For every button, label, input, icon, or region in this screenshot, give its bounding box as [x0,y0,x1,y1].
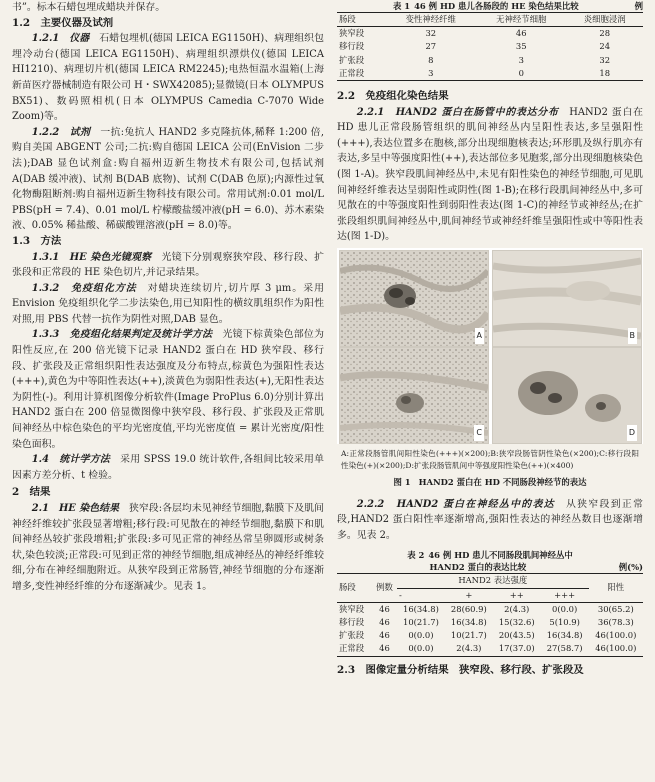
table-cell: 0(0.0) [408,630,434,641]
reagents-text: 一抗:兔抗人 HAND2 多克隆抗体,稀释 1:200 倍,购自美国 ABGENT 公司;二抗:购自德国 LEICA 公司(EnVision 二步法);DAB 显色试剂盒:购自福州迈新生物技术有限公司,包括试剂 A(DAB 缓冲液)、试剂 B(DAB 底物)、试剂 C(DAB 色原);内源性过氧化物酶阻断剂:购自福州迈新生物科技有限公司。常用试剂:0.01 mol/L PBS(pH = 7.4)、0.01 mol/L 柠檬酸盐缓冲液(pH = 6.0)、苏木素染液、0.05% 稀盐酸、稀碳酸锂溶液(pH = 8.0)等。 [12,126,324,232]
he-results-text: 狭窄段:各层均未见神经节细胞,黏膜下及肌间神经纤维较扩张段显著增粗;移行段:可见散在的神经节细胞,黏膜下和肌间神经丛较扩张段增粗;扩张段:多可见正常的神经丛常呈卵圆形或树条状,染色较淡;正常段:可见到正常的神经节细胞,组成神经丛的神经纤维较细,分布在神经细胞附近。从狭窄段到正常肠管,神经节细胞的分布逐渐增多,变性神经纤维的分布逐渐减少。见表 1。 [12,503,325,592]
subheading-reagents: 1.2.2 试剂 [31,126,91,138]
table1-header-cell: 无神经节细胞 [496,14,547,24]
subheading-hand2-plexus: 2.2.2 HAND2 蛋白在神经丛中的表达 [356,498,555,510]
table2-header-segment: 肠段 [339,582,356,593]
micrograph-panel-d [492,347,642,444]
he-observation-text: 光镜下分别观察狭窄段、移行段、扩张段和正常段的 HE 染色切片,并记录结果。 [12,251,324,279]
subheading-hand2-distribution: 2.2.1 HAND2 蛋白在肠管中的表达分布 [356,106,559,118]
table-cell: 28(60.9) [450,603,487,614]
table-cell: 扩张段 [339,630,365,641]
micrograph-a-image [340,251,488,346]
figure1-caption [337,475,643,491]
panel-label-b: B [628,328,638,344]
table1-header-cell: 肠段 [339,14,356,24]
table-cell: 3 [428,67,434,78]
table-cell: 10(21.7) [403,616,439,627]
table-cell: 狭窄段 [339,28,365,39]
table2-header-row-1 [337,574,643,588]
table1-header-cell: 变性神经纤维 [405,14,456,24]
paragraph-hand2-plexus [337,497,643,544]
table-cell: 20(43.5) [498,630,535,641]
table2-header-level: ++ [509,589,524,600]
table-row [337,54,643,67]
subheading-he-observation: 1.3.1 HE 染色光镜观察 [31,251,152,263]
paragraph-hand2-distribution [337,105,643,245]
right-column [337,0,643,678]
table2-header-level: + [465,589,473,600]
table-row [337,616,643,629]
instruments-text: 石蜡包埋机(德国 LEICA EG1150H)、病理组织包埋冷动台(德国 LEICA EG1150H)、病理组织漂烘仪(德国 LEICA HI1210)、病理切片机(德国 LEICA RM2245);电热恒温水温箱(上海新苗医疗器械制造有限公司 H・SWX42085);显微镜(日本 OLYMPUS BX51)、数码照相机(日本 OLYMPUS Camedia C-7070 Wide Zoom)等。 [12,33,324,123]
table-cell: 16(34.8) [450,616,487,627]
section-heading-2-2: 2.2 免疫组化染色结果 [337,90,449,103]
micrograph-b-image [493,251,641,346]
table2-unit: 例(%) [618,562,643,573]
section-heading-1-3: 1.3 方法 [12,234,62,247]
table-row [337,67,643,81]
table-cell: 17(37.0) [498,643,535,654]
table-cell: 0(0.0) [408,643,434,654]
table-cell: 46 [515,28,527,39]
table-row [337,602,643,616]
table1-caption [337,0,643,12]
paragraph-instruments [12,31,324,125]
hand2-plexus-text: 从狭窄段到正常段,HAND2 蛋白阳性率逐渐增高,强阳性表达的神经丛数目也逐渐增多。见表 2。 [337,498,643,541]
table1-unit: 例 [634,1,643,11]
micrograph-c-image [340,348,488,443]
figure1-number: 图 1 [393,476,411,487]
table-cell: 32 [425,28,437,39]
paragraph-he-observation [12,250,324,281]
table-cell: 27(58.7) [546,643,583,654]
table2-title-line2: HAND2 蛋白的表达比较 [429,562,527,573]
table-cell: 24 [599,41,611,52]
table-cell: 10(21.7) [450,630,487,641]
table-row [337,629,643,642]
table1-header-cell: 炎细胞浸润 [583,14,626,24]
table-row [337,40,643,53]
table-cell: 正常段 [339,643,365,654]
table-cell: 16(34.8) [403,603,439,614]
micrograph-d-image [493,348,641,443]
subheading-he-results: 2.1 HE 染色结果 [31,503,119,514]
table-cell: 35 [515,41,527,52]
section-heading-results: 2 结果 [12,486,51,499]
table-cell: 15(32.6) [498,616,535,627]
table2-header-cases: 例数 [376,582,393,593]
table2-header-positive: 阳性 [607,582,625,593]
table2-caption-line2 [337,561,643,573]
paragraph-continuation: 书”。标本石蜡包埋成蜡块并保存。 [12,2,166,13]
table-cell: 46 [379,643,390,654]
table-cell: 32 [599,54,611,65]
table-cell: 移行段 [339,41,365,52]
ihc-method-text: 对蜡块连续切片,切片厚 3 μm。采用 Envision 免疫组织化学二步法染色,用已知阳性的横纹肌组织作为阳性对照,用 PBS 代替一抗作为阴性对照,DAB 显色。 [12,282,324,325]
table2-title-line1: 46 例 HD 患儿不同肠段肌间神经丛中 [428,550,573,561]
table2-header-level: +++ [554,589,576,600]
left-column [12,0,324,595]
table-cell: 扩张段 [339,54,365,65]
subheading-instruments: 1.2.1 仪器 [31,33,90,45]
table-cell: 46(100.0) [595,643,637,654]
table-cell: 46 [379,616,390,627]
table1-number: 表 1 [392,1,411,11]
ihc-evaluation-text: 光镜下棕黄染色部位为阳性反应,在 200 倍光镜下记录 HAND2 蛋白在 HD 狭窄段、移行段、扩张段及正常组织阳性表达强度及分布特点,棕黄色为强阳性表达(+++),黄色为中等阳性表达(++),淡黄色为弱阳性表达(+),无阳性表达为阴性(-)。利用计算机图像分析软件(Image ProPlus 6.0)分别计算出 HAND2 蛋白在 200 倍显微图像中狭窄段、移行段、扩张段及正常肌间神经丛中棕色染色的平均光密度值,平均光密度值 = 累计光密度/阳性染色面积。 [12,329,324,450]
table-cell: 36(78.3) [597,616,634,627]
table-cell: 46 [379,603,390,614]
paragraph-he-results [12,501,324,595]
table-cell: 狭窄段 [339,603,365,614]
table2 [337,573,643,656]
panel-label-d: D [627,425,637,441]
panel-label-a: A [475,328,484,344]
table-row [337,642,643,656]
section-heading-1-2: 1.2 主要仪器及试剂 [12,16,114,29]
table-cell: 3 [518,54,524,65]
panel-label-c: C [474,425,484,441]
table-cell: 0 [518,67,524,78]
section-heading-2-3: 2.3 图像定量分析结果 狭窄段、移行段、扩张段及 [337,663,584,676]
table-cell: 8 [428,54,434,65]
table1 [337,12,643,81]
table1-title: 46 例 HD 患儿各肠段的 HE 染色结果比较 [414,1,579,11]
figure1-micrographs [337,248,643,444]
table2-caption-line1 [337,549,643,561]
paragraph-ihc-method [12,281,324,328]
table-cell: 移行段 [339,616,365,627]
table-row [337,27,643,41]
statistics-text: 采用 SPSS 19.0 统计软件,各组间比较采用单因素方差分析、t 检验。 [12,454,324,481]
table-cell: 28 [599,28,611,39]
table-cell: 30(65.2) [597,603,634,614]
table-cell: 16(34.8) [546,630,583,641]
table-cell: 0(0.0) [552,603,578,614]
paragraph-statistics [12,452,324,483]
table-cell: 2(4.3) [456,643,482,654]
table-cell: 2(4.3) [504,603,530,614]
table2-header-level: - [398,589,402,600]
figure1-title: HAND2 蛋白在 HD 不同肠段神经节的表达 [418,476,587,487]
table-cell: 正常段 [339,67,365,78]
table2-header-group: HAND2 表达强度 [397,574,589,588]
subheading-ihc-method: 1.3.2 免疫组化方法 [31,282,137,294]
table-cell: 46 [379,630,390,641]
micrograph-panel-b [492,250,642,347]
table-cell: 18 [599,67,611,78]
micrograph-panel-a [339,250,489,347]
paragraph-ihc-evaluation [12,327,324,452]
paragraph-reagents [12,125,324,234]
figure1-legend: A:正常段肠管肌间阳性染色(+++)(×200);B:狭窄段肠管阴性染色(×200);C:移行段阳性染色(+)(×200);D:扩张段肠管肌间中等强度阳性染色(++)(×400) [341,448,639,470]
subheading-statistics: 1.4 统计学方法 [31,454,110,466]
micrograph-panel-c [339,347,489,444]
table-cell: 27 [425,41,437,52]
table-cell: 5(10.9) [549,616,580,627]
table1-header-row [337,13,643,27]
table-cell: 46(100.0) [595,630,637,641]
table2-number: 表 2 [407,550,425,561]
hand2-distribution-text: HAND2 蛋白在 HD 患儿正常段肠管组织的肌间神经丛内呈阳性表达,多呈强阳性(+++),表达位置多在胞核,部分出现细胞核表达;环形肌及纵行肌亦有表达,多呈中等强度阳性(++),表达部位多见胞浆,部分出现细胞核染色(图 1-A)。狭窄段肌间神经丛中,未见有阳性染色的神经节细胞,可见肌间神经纤维表达呈弱阳性或阴性(图 1-B);在移行段肌间神经丛中,多可见散在的中等强度阳性到弱阳性表达(图 1-C)的神经节或神经丛;在扩张段组织肌间神经丛中,肌间神经节或神经纤维呈强阳性或中等阳性表达(图 1-D)。 [337,106,643,243]
subheading-ihc-evaluation: 1.3.3 免疫组化结果判定及统计学方法 [31,329,213,341]
